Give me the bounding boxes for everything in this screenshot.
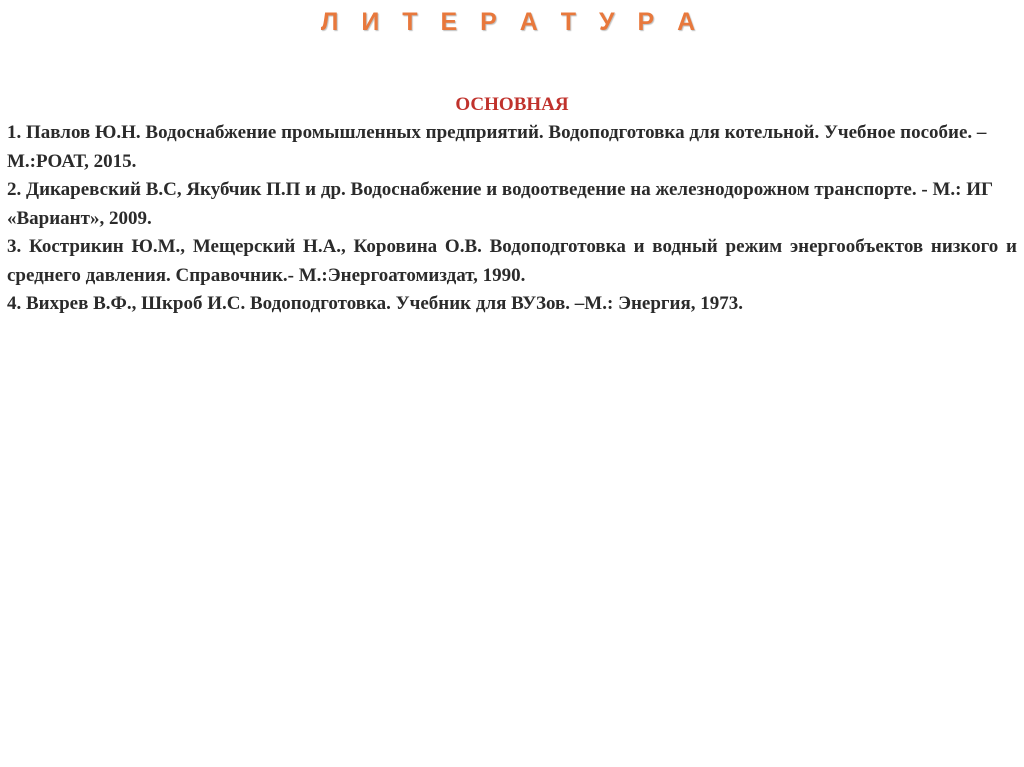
reference-item-2: 2. Дикаревский В.С, Якубчик П.П и др. Водоснабжение и водоотведение на железнодорожном транспорте. - М.: ИГ «Вариант», 2009. xyxy=(7,179,994,229)
reference-item-3: 3. Кострикин Ю.М., Мещерский Н.А., Коровина О.В. Водоподготовка и водный режим энергообъектов низкого и среднего давления. Справочник.- М.:Энергоатомиздат, 1990. xyxy=(7,236,1017,286)
slide-title: Л И Т Е Р А Т У Р А xyxy=(320,8,704,36)
reference-list xyxy=(7,119,1017,319)
section-heading: ОСНОВНАЯ xyxy=(455,94,569,115)
reference-item-1: 1. Павлов Ю.Н. Водоснабжение промышленных предприятий. Водоподготовка для котельной. Учебное пособие. –М.:РОАТ, 2015. xyxy=(7,122,987,172)
reference-item-4: 4. Вихрев В.Ф., Шкроб И.С. Водоподготовка. Учебник для ВУЗов. –М.: Энергия, 1973. xyxy=(7,293,744,314)
